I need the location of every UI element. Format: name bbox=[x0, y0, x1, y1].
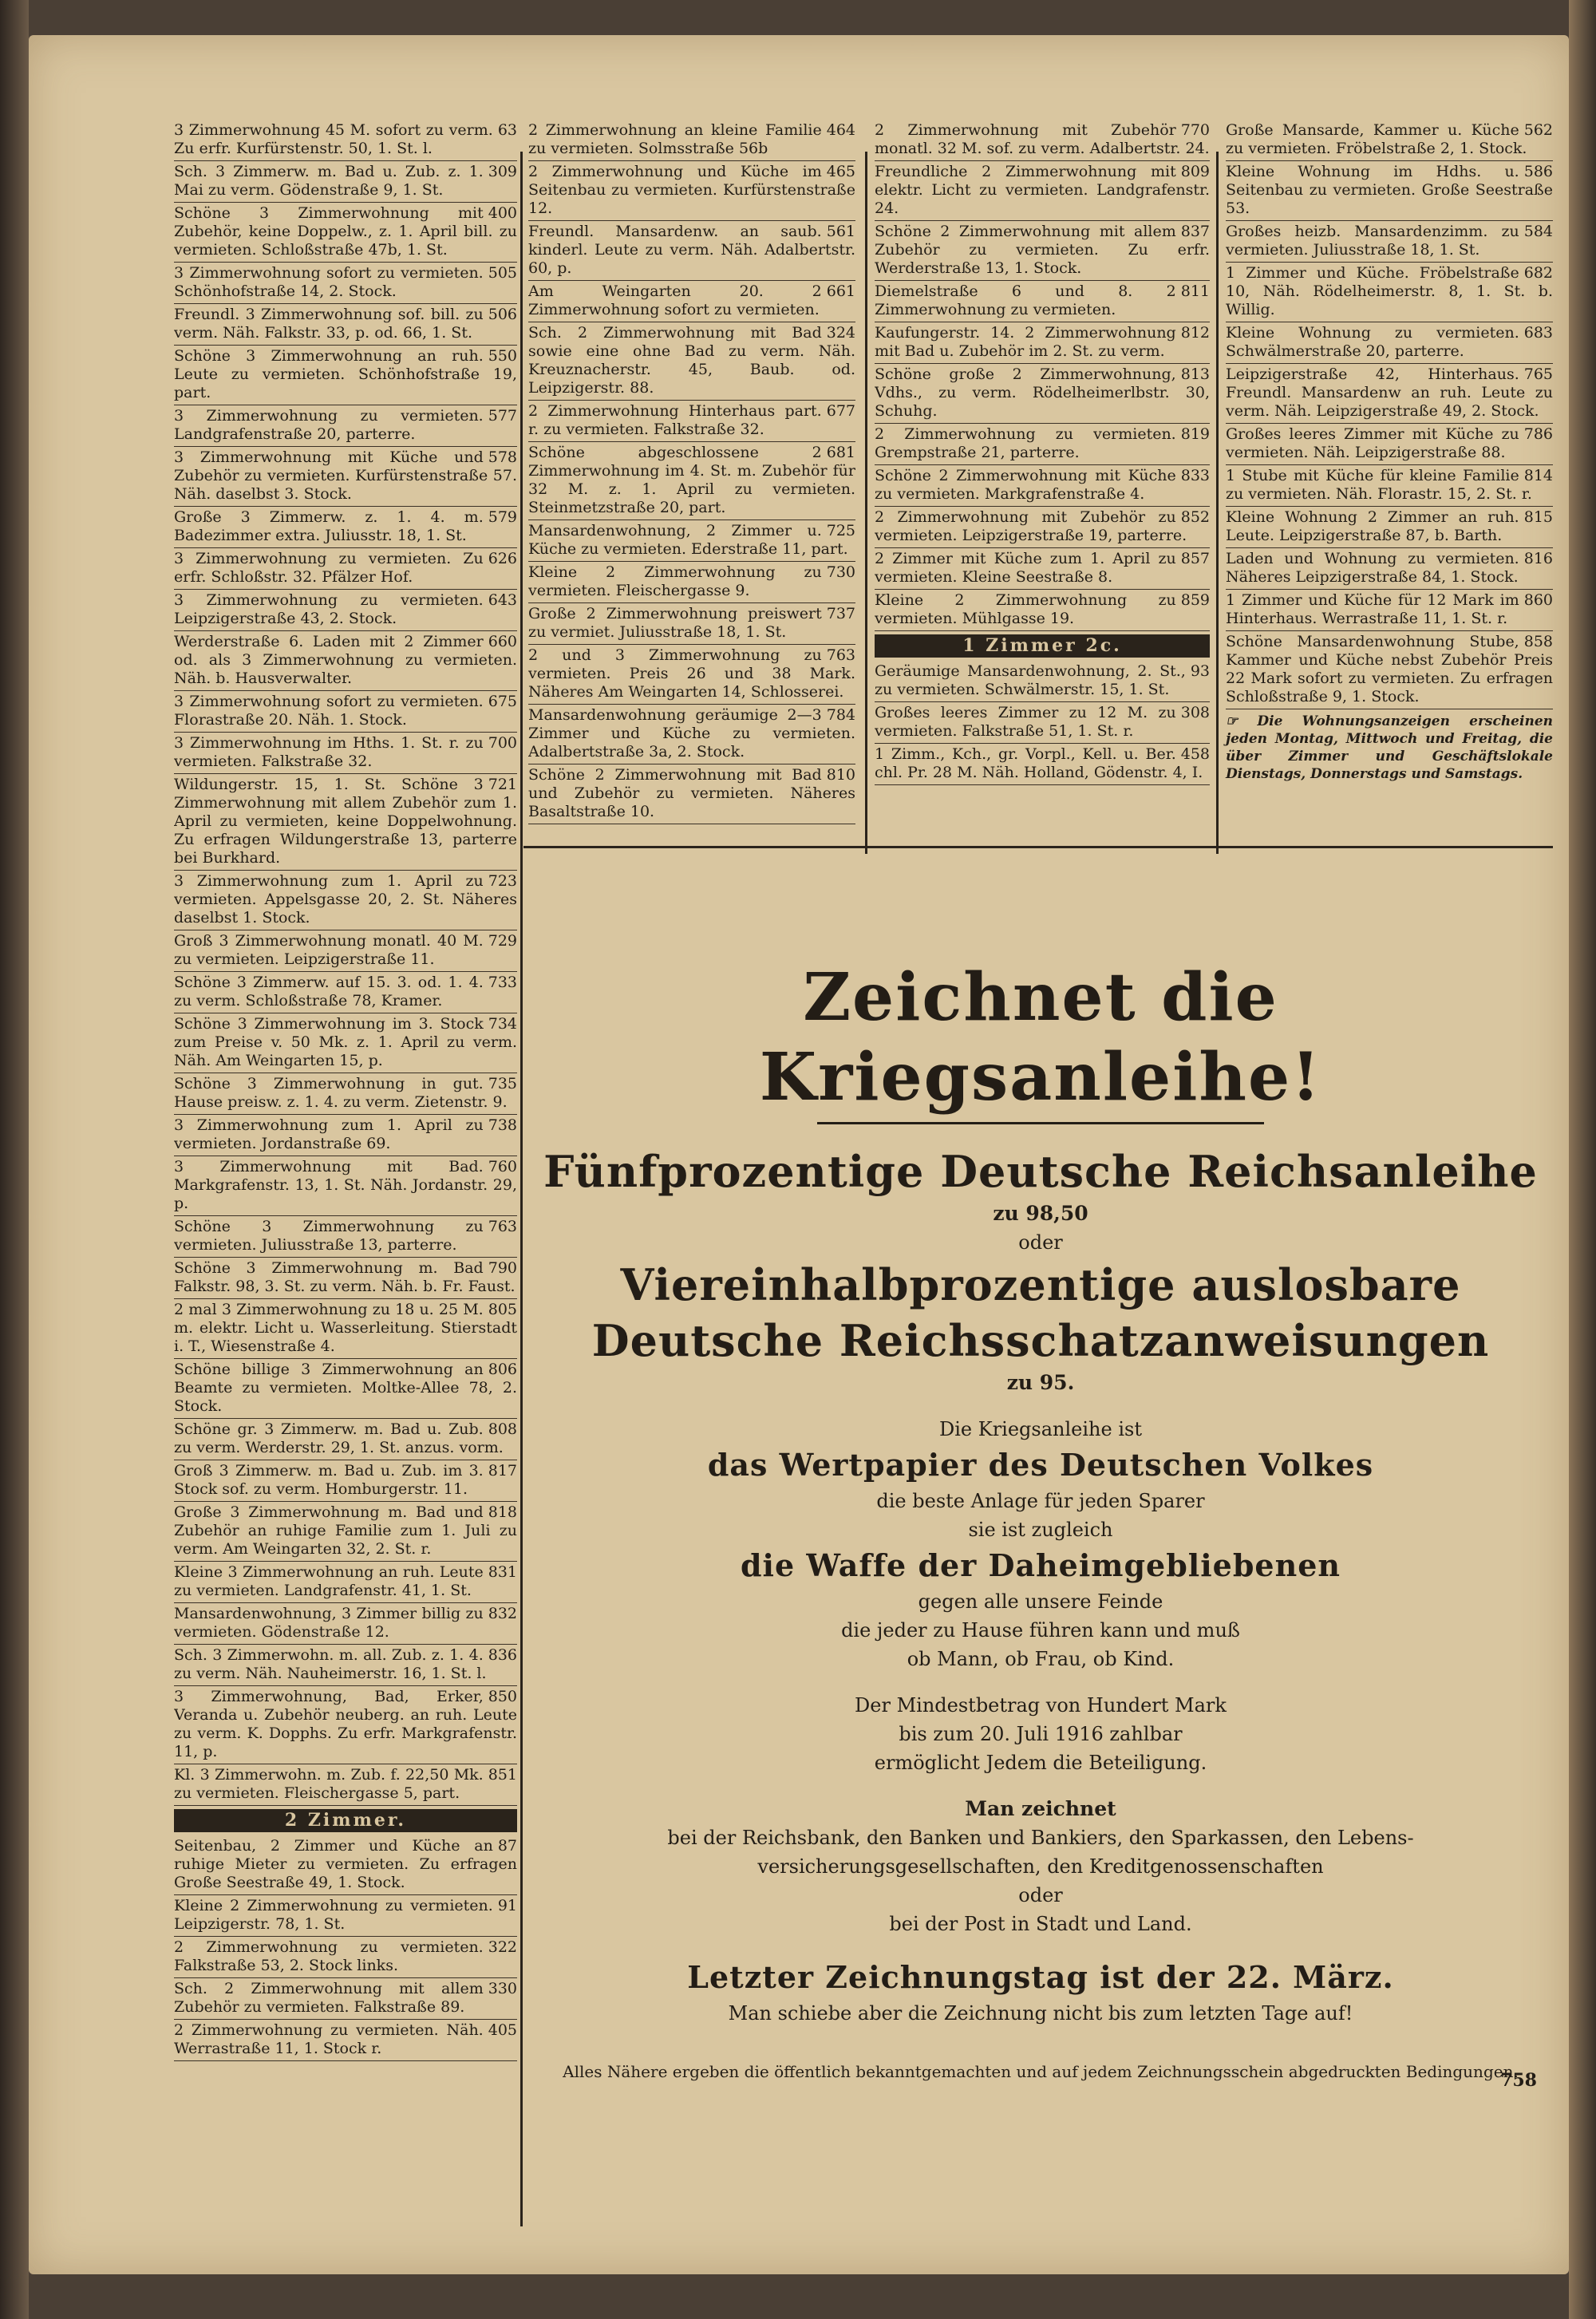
ad-number: 818 bbox=[488, 1503, 517, 1521]
war-z4: oder bbox=[1018, 1884, 1063, 1906]
classified-ad bbox=[174, 1562, 517, 1603]
ad-text: 3 Zimmerwohnung sofort zu vermieten. Schönhofstraße 14, 2. Stock. bbox=[174, 264, 484, 300]
ad-text: Freundl. Mansardenw. an saub. kinderl. Leute zu verm. Näh. Adalbertstr. 60, p. bbox=[528, 223, 855, 277]
ad-text: Geräumige Mansardenwohnung, 2. St., zu vermieten. Schwälmerstr. 15, 1. St. bbox=[875, 662, 1186, 698]
ad-text: Schöne 3 Zimmerwohnung zu vermieten. Juliusstraße 13, parterre. bbox=[174, 1218, 484, 1254]
ad-number: 677 bbox=[826, 402, 855, 420]
ad-number: 309 bbox=[488, 163, 517, 180]
ad-text: Kleine Wohnung im Hdhs. u. Seitenbau zu vermieten. Große Seestraße 53. bbox=[1226, 163, 1553, 217]
ad-number: 811 bbox=[1180, 282, 1210, 300]
ad-text: Schöne Mansardenwohnung Stube, Kammer und Küche nebst Zubehör Preis 22 Mark sofort zu vermieten. Zu erfragen Schloßstraße 9, 1. Stock. bbox=[1226, 633, 1553, 705]
ad-text: Schöne 3 Zimmerwohnung im 3. Stock zum Preise v. 50 Mk. z. 1. April zu verm. Näh. Am Weingarten 15, p. bbox=[174, 1015, 517, 1069]
war-z3: versicherungsgesellschaften, den Kreditgenossenschaften bbox=[757, 1855, 1324, 1878]
ad-text: 3 Zimmerwohnung zu vermieten. Zu erfr. Schloßstr. 32. Pfälzer Hof. bbox=[174, 550, 484, 586]
ad-number: 836 bbox=[488, 1646, 517, 1664]
classified-ad bbox=[528, 520, 855, 562]
classified-ad bbox=[174, 590, 517, 631]
ad-number: 816 bbox=[1523, 550, 1553, 567]
ad-text: Schöne 2 Zimmerwohnung mit Bad und Zubehör zu vermieten. Näheres Basaltstraße 10. bbox=[528, 766, 855, 820]
ad-text: Großes heizb. Mansardenzimm. zu vermieten. Juliusstraße 18, 1. St. bbox=[1226, 223, 1519, 259]
war-z1: Man zeichnet bbox=[965, 1797, 1116, 1820]
ad-number: 760 bbox=[488, 1158, 517, 1175]
ad-text: 3 Zimmerwohnung 45 M. sofort zu verm. Zu erfr. Kurfürstenstr. 50, 1. St. l. bbox=[174, 121, 493, 157]
war-p1: Die Kriegsanleihe ist bbox=[939, 1418, 1142, 1440]
classified-ad bbox=[174, 1895, 517, 1937]
ad-number: 322 bbox=[488, 1938, 517, 1956]
ad-number: 763 bbox=[826, 646, 855, 664]
ad-text: Kleine 2 Zimmerwohnung zu vermieten. Mühlgasse 19. bbox=[875, 591, 1176, 627]
ad-number: 858 bbox=[1523, 633, 1553, 650]
ad-text: Werderstraße 6. Laden mit 2 Zimmer od. als 3 Zimmerwohnung zu vermieten. Näh. b. Hausverwalter. bbox=[174, 633, 517, 687]
ad-text: 1 Zimmer und Küche. Fröbelstraße 10, Näh. Rödelheimerstr. 8, 1. St. b. Willig. bbox=[1226, 264, 1553, 318]
classified-ad bbox=[528, 705, 855, 764]
classified-ad bbox=[528, 645, 855, 705]
war-line2b: Deutsche Reichsschatzanweisungen bbox=[591, 1315, 1490, 1366]
ad-text: Schöne 2 Zimmerwohnung mit Küche zu vermieten. Markgrafenstraße 4. bbox=[875, 467, 1176, 503]
ad-text: Schöne gr. 3 Zimmerw. m. Bad u. Zub. zu verm. Werderstr. 29, 1. St. anzus. vorm. bbox=[174, 1420, 504, 1456]
classified-ad bbox=[174, 1686, 517, 1764]
classified-ad bbox=[174, 972, 517, 1013]
ad-text: 3 Zimmerwohnung zum 1. April zu vermieten. Jordanstraße 69. bbox=[174, 1116, 484, 1152]
ad-number: 550 bbox=[488, 347, 517, 365]
classified-ad bbox=[528, 562, 855, 603]
classified-ad bbox=[528, 764, 855, 824]
ad-number: 725 bbox=[826, 522, 855, 539]
ad-number: 735 bbox=[488, 1075, 517, 1092]
classified-ad bbox=[875, 548, 1210, 590]
war-price1: zu 98,50 bbox=[993, 1202, 1088, 1225]
classified-ad bbox=[174, 1216, 517, 1258]
classified-ad bbox=[174, 548, 517, 590]
classified-ad bbox=[875, 221, 1210, 281]
ad-text: 2 Zimmerwohnung an kleine Familie zu vermieten. Solmsstraße 56b bbox=[528, 121, 822, 157]
ad-text: Schöne 3 Zimmerw. auf 15. 3. od. 1. 4. zu verm. Schloßstraße 78, Kramer. bbox=[174, 974, 484, 1009]
classified-ad bbox=[528, 322, 855, 401]
war-p8: ob Mann, ob Frau, ob Kind. bbox=[907, 1648, 1175, 1670]
classified-ad bbox=[528, 603, 855, 645]
classified-ad bbox=[174, 1603, 517, 1645]
war-m2: bis zum 20. Juli 1916 zahlbar bbox=[899, 1723, 1183, 1745]
ad-text: 3 Zimmerwohnung mit Bad. Markgrafenstr. 13, 1. St. Näh. Jordanstr. 29, p. bbox=[174, 1158, 517, 1212]
ad-number: 763 bbox=[488, 1218, 517, 1235]
ad-number: 63 bbox=[497, 121, 517, 139]
classified-ad bbox=[875, 364, 1210, 424]
war-p4: sie ist zugleich bbox=[968, 1519, 1113, 1541]
ad-number: 505 bbox=[488, 264, 517, 282]
classified-ad bbox=[1226, 322, 1553, 364]
ad-number: 660 bbox=[488, 633, 517, 650]
classified-ad bbox=[1226, 590, 1553, 631]
ad-number: 578 bbox=[488, 448, 517, 466]
ad-number: 643 bbox=[488, 591, 517, 609]
ad-text: Groß 3 Zimmerw. m. Bad u. Zub. im 3. Stock sof. zu verm. Homburgerstr. 11. bbox=[174, 1462, 484, 1498]
classified-ad bbox=[174, 871, 517, 930]
ad-number: 790 bbox=[488, 1259, 517, 1277]
classified-ad bbox=[174, 631, 517, 691]
ad-number: 810 bbox=[826, 766, 855, 784]
section-rule bbox=[523, 846, 1553, 848]
ad-text: Große Mansarde, Kammer u. Küche zu vermieten. Fröbelstraße 2, 1. Stock. bbox=[1226, 121, 1527, 157]
ad-text: 2 Zimmerwohnung zu vermieten. Grempstraße 21, parterre. bbox=[875, 425, 1176, 461]
ad-number: 561 bbox=[826, 223, 855, 240]
ad-number: 626 bbox=[488, 550, 517, 567]
ad-text: 2 Zimmerwohnung und Küche im Seitenbau zu vermieten. Kurfürstenstraße 12. bbox=[528, 163, 855, 217]
ad-number: 831 bbox=[488, 1563, 517, 1581]
ad-number: 857 bbox=[1180, 550, 1210, 567]
war-line2a: Viereinhalbprozentige auslosbare bbox=[620, 1259, 1461, 1310]
column-3 bbox=[875, 120, 1210, 785]
column-4 bbox=[1226, 120, 1553, 786]
classified-ad bbox=[528, 120, 855, 161]
classified-ad bbox=[174, 1645, 517, 1686]
ad-text: Groß 3 Zimmerwohnung monatl. 40 M. zu vermieten. Leipzigerstraße 11. bbox=[174, 932, 484, 968]
ad-text: Schöne 3 Zimmerwohnung an ruh. Leute zu vermieten. Schönhofstraße 19, part. bbox=[174, 347, 517, 401]
ad-number: 784 bbox=[826, 706, 855, 724]
classified-ad bbox=[174, 1502, 517, 1562]
ad-text: Freundl. 3 Zimmerwohnung sof. bill. zu verm. Näh. Falkstr. 33, p. od. 66, 1. St. bbox=[174, 306, 484, 342]
classified-ad bbox=[875, 281, 1210, 322]
ad-text: Freundliche 2 Zimmerwohnung mit elektr. Licht zu vermieten. Landgrafenstr. 24. bbox=[875, 163, 1210, 217]
ad-text: Schöne 2 Zimmerwohnung mit allem Zubehör zu vermieten. Zu erfr. Werderstraße 13, 1. Stock. bbox=[875, 223, 1210, 277]
ad-number: 851 bbox=[488, 1766, 517, 1784]
classified-ad bbox=[174, 346, 517, 405]
ad-text: Am Weingarten 20. 2 Zimmerwohnung sofort zu vermieten. bbox=[528, 282, 822, 318]
classified-ad bbox=[174, 1156, 517, 1216]
ad-number: 809 bbox=[1180, 163, 1210, 180]
ad-text: 3 Zimmerwohnung zu vermieten. Landgrafenstraße 20, parterre. bbox=[174, 407, 484, 443]
ad-number: 833 bbox=[1180, 467, 1210, 484]
ad-text: Kleine Wohnung 2 Zimmer an ruh. Leute. Leipzigerstraße 87, b. Barth. bbox=[1226, 508, 1519, 544]
ad-number: 721 bbox=[488, 776, 517, 793]
ad-number: 91 bbox=[497, 1897, 517, 1914]
ad-number: 400 bbox=[488, 204, 517, 222]
kriegsanleihe-advertisement bbox=[528, 862, 1553, 2123]
ad-number: 465 bbox=[826, 163, 855, 180]
classified-ad bbox=[528, 281, 855, 322]
war-p3: die beste Anlage für jeden Sparer bbox=[876, 1490, 1205, 1512]
section-header: 2 Zimmer. bbox=[174, 1809, 517, 1832]
ad-text: Mansardenwohnung geräumige 2—3 Zimmer und Küche zu vermieten. Adalbertstraße 3a, 2. Stock. bbox=[528, 706, 855, 760]
classified-ad bbox=[174, 447, 517, 507]
ad-text: Schöne 3 Zimmerwohnung m. Bad Falkstr. 98, 3. St. zu verm. Näh. b. Fr. Faust. bbox=[174, 1259, 516, 1295]
classified-ad bbox=[1226, 631, 1553, 709]
ad-text: Kleine 2 Zimmerwohnung zu vermieten. Leipzigerstr. 78, 1. St. bbox=[174, 1897, 493, 1933]
classified-ad bbox=[174, 1073, 517, 1115]
ad-number: 733 bbox=[488, 974, 517, 991]
ad-text: 1 Stube mit Küche für kleine Familie zu vermieten. Näh. Florastr. 15, 2. St. r. bbox=[1226, 467, 1532, 503]
ad-text: Sch. 2 Zimmerwohnung mit allem Zubehör zu vermieten. Falkstraße 89. bbox=[174, 1980, 484, 2016]
war-title: Zeichnet die Kriegsanleihe! bbox=[759, 959, 1322, 1116]
ad-text: 2 Zimmerwohnung zu vermieten. Falkstraße 53, 2. Stock links. bbox=[174, 1938, 484, 1974]
classified-ad bbox=[875, 507, 1210, 548]
classified-ad bbox=[1226, 424, 1553, 465]
ad-number: 850 bbox=[488, 1688, 517, 1705]
war-m3: ermöglicht Jedem die Beteiligung. bbox=[874, 1752, 1207, 1774]
ad-number: 661 bbox=[826, 282, 855, 300]
classified-ad bbox=[875, 590, 1210, 631]
war-last-sub: Man schiebe aber die Zeichnung nicht bis zum letzten Tage auf! bbox=[728, 2002, 1353, 2025]
ad-text: Schöne 3 Zimmerwohnung mit Zubehör, keine Doppelw., z. 1. April bill. zu vermieten. Schloßstraße 47b, 1. St. bbox=[174, 204, 517, 259]
ad-number: 859 bbox=[1180, 591, 1210, 609]
ad-text: Sch. 2 Zimmerwohnung mit Bad sowie eine ohne Bad zu verm. Näh. Kreuznacherstr. 45, Baub. od. Leipzigerstr. 88. bbox=[528, 324, 855, 397]
ad-number: 815 bbox=[1523, 508, 1553, 526]
ad-number: 682 bbox=[1523, 264, 1553, 282]
ad-number: 805 bbox=[488, 1301, 517, 1318]
ad-text: Seitenbau, 2 Zimmer und Küche an ruhige Mieter zu vermieten. Zu erfragen Große Seestraße 49, 1. Stock. bbox=[174, 1837, 517, 1891]
war-p6: gegen alle unsere Feinde bbox=[918, 1590, 1163, 1613]
classified-ad bbox=[174, 930, 517, 972]
ad-number: 405 bbox=[488, 2021, 517, 2039]
ad-number: 683 bbox=[1523, 324, 1553, 342]
classified-ad bbox=[528, 401, 855, 442]
ad-text: Schöne billige 3 Zimmerwohnung an Beamte zu vermieten. Moltke-Allee 78, 2. Stock. bbox=[174, 1361, 517, 1415]
classified-ad bbox=[174, 161, 517, 203]
page-edge bbox=[1569, 0, 1596, 2319]
ad-number: 819 bbox=[1180, 425, 1210, 443]
war-p7: die jeder zu Hause führen kann und muß bbox=[841, 1619, 1240, 1641]
ad-text: Kaufungerstr. 14. 2 Zimmerwohnung mit Bad u. Zubehör im 2. St. zu verm. bbox=[875, 324, 1176, 360]
ad-text: Diemelstraße 6 und 8. 2 Zimmerwohnung zu vermieten. bbox=[875, 282, 1176, 318]
war-line1: Fünfprozentige Deutsche Reichsanleihe bbox=[543, 1146, 1538, 1197]
ad-text: 2 mal 3 Zimmerwohnung zu 18 u. 25 M. m. elektr. Licht u. Wasserleitung. Stierstadt i. T., Wiesenstraße 4. bbox=[174, 1301, 517, 1355]
ad-text: Mansardenwohnung, 2 Zimmer u. Küche zu vermieten. Ederstraße 11, part. bbox=[528, 522, 848, 558]
ad-text: 2 Zimmerwohnung zu vermieten. Näh. Werrastraße 11, 1. Stock r. bbox=[174, 2021, 484, 2057]
classified-ad bbox=[875, 465, 1210, 507]
classified-ad bbox=[174, 1299, 517, 1359]
classified-ad bbox=[174, 1460, 517, 1502]
classified-ad bbox=[528, 161, 855, 221]
ad-number: 806 bbox=[488, 1361, 517, 1378]
classified-ad bbox=[1226, 364, 1553, 424]
ad-number: 814 bbox=[1523, 467, 1553, 484]
ad-text: Großes leeres Zimmer zu 12 M. zu vermieten. Falkstraße 51, 1. St. r. bbox=[875, 704, 1176, 740]
ad-number: 562 bbox=[1523, 121, 1553, 139]
classified-ad bbox=[174, 1978, 517, 2020]
ad-text: 2 Zimmerwohnung Hinterhaus part. r. zu vermieten. Falkstraße 32. bbox=[528, 402, 822, 438]
classified-ad bbox=[1226, 263, 1553, 322]
classified-ad bbox=[174, 1359, 517, 1419]
war-price2: zu 95. bbox=[1006, 1371, 1075, 1394]
classified-ad bbox=[1226, 120, 1553, 161]
ad-number: 87 bbox=[497, 1837, 517, 1855]
ad-number: 808 bbox=[488, 1420, 517, 1438]
war-last: Letzter Zeichnungstag ist der 22. März. bbox=[687, 1959, 1394, 1995]
ad-text: Kleine 3 Zimmerwohnung an ruh. Leute zu vermieten. Landgrafenstr. 41, 1. St. bbox=[174, 1563, 484, 1599]
classified-ad bbox=[174, 691, 517, 733]
ad-text: 3 Zimmerwohnung zum 1. April zu vermieten. Appelsgasse 20, 2. St. Näheres daselbst 1. Stock. bbox=[174, 872, 517, 926]
ad-text: 1 Zimm., Kch., gr. Vorpl., Kell. u. Ber. chl. Pr. 28 M. Näh. Holland, Gödenstr. 4, I. bbox=[875, 745, 1203, 781]
ad-number: 786 bbox=[1523, 425, 1553, 443]
classified-ad bbox=[174, 1764, 517, 1806]
ad-text: Schöne 3 Zimmerwohnung in gut. Hause preisw. z. 1. 4. zu verm. Zietenstr. 9. bbox=[174, 1075, 508, 1111]
ad-text: Große 3 Zimmerwohnung m. Bad und Zubehör an ruhige Familie zum 1. Juli zu verm. Am Weingarten 32, 2. St. r. bbox=[174, 1503, 517, 1558]
ad-text: 2 und 3 Zimmerwohnung zu vermieten. Preis 26 und 38 Mark. Näheres Am Weingarten 14, Schlosserei. bbox=[528, 646, 855, 701]
column-rule bbox=[520, 152, 523, 2226]
classified-ad bbox=[1226, 507, 1553, 548]
war-p5: die Waffe der Daheimgebliebenen bbox=[740, 1547, 1341, 1583]
ad-text: Kleine 2 Zimmerwohnung zu vermieten. Fleischergasse 9. bbox=[528, 563, 822, 599]
war-or1: oder bbox=[1018, 1231, 1063, 1254]
classified-ad bbox=[174, 774, 517, 871]
ad-text: 1 Zimmer und Küche für 12 Mark im Hinterhaus. Werrastraße 11, 1. St. r. bbox=[1226, 591, 1519, 627]
ad-text: Mansardenwohnung, 3 Zimmer billig zu vermieten. Gödenstraße 12. bbox=[174, 1605, 484, 1641]
ad-text: Leipzigerstraße 42, Hinterhaus. Freundl. Mansardenw an ruh. Leute zu verm. Näh. Leipzigerstraße 49, 2. Stock. bbox=[1226, 365, 1553, 420]
classified-ad bbox=[875, 744, 1210, 785]
classified-ad bbox=[174, 1835, 517, 1895]
ad-number: 579 bbox=[488, 508, 517, 526]
ad-number: 837 bbox=[1180, 223, 1210, 240]
ad-number: 730 bbox=[826, 563, 855, 581]
title-underline bbox=[817, 1122, 1264, 1124]
classified-ad bbox=[174, 507, 517, 548]
ad-number: 817 bbox=[488, 1462, 517, 1479]
classified-ad bbox=[1226, 161, 1553, 221]
ad-text: Große 3 Zimmerw. z. 1. 4. m. Badezimmer extra. Juliusstr. 18, 1. St. bbox=[174, 508, 484, 544]
ad-text: Sch. 3 Zimmerw. m. Bad u. Zub. z. 1. Mai zu verm. Gödenstraße 9, 1. St. bbox=[174, 163, 484, 199]
classified-ad bbox=[528, 221, 855, 281]
war-z5: bei der Post in Stadt und Land. bbox=[889, 1913, 1192, 1935]
classified-ad bbox=[174, 2020, 517, 2061]
ad-number: 737 bbox=[826, 605, 855, 622]
classified-ad bbox=[174, 1115, 517, 1156]
classified-ad bbox=[174, 1258, 517, 1299]
ad-number: 812 bbox=[1180, 324, 1210, 342]
classified-ad bbox=[875, 120, 1210, 161]
ad-number: 729 bbox=[488, 932, 517, 950]
classified-ad bbox=[174, 1937, 517, 1978]
ad-number: 458 bbox=[1180, 745, 1210, 763]
ad-number: 738 bbox=[488, 1116, 517, 1134]
classified-ad bbox=[174, 263, 517, 304]
classified-ad bbox=[528, 442, 855, 520]
ad-number: 464 bbox=[826, 121, 855, 139]
ad-text: Kleine Wohnung zu vermieten. Schwälmerstraße 20, parterre. bbox=[1226, 324, 1519, 360]
classified-ad bbox=[174, 120, 517, 161]
ad-number: 832 bbox=[488, 1605, 517, 1622]
ad-number: 723 bbox=[488, 872, 517, 890]
ad-text: Schöne große 2 Zimmerwohnung, Vdhs., zu verm. Rödelheimerlbstr. 30, Schuhg. bbox=[875, 365, 1210, 420]
column-1 bbox=[174, 120, 517, 2061]
ad-number: 577 bbox=[488, 407, 517, 425]
classified-ad bbox=[875, 322, 1210, 364]
classified-ad bbox=[875, 161, 1210, 221]
ad-number: 586 bbox=[1523, 163, 1553, 180]
column-rule bbox=[1216, 152, 1219, 854]
classified-ad bbox=[174, 1419, 517, 1460]
ad-number: 758 bbox=[1500, 2070, 1537, 2091]
classified-ad bbox=[875, 424, 1210, 465]
classified-ad bbox=[875, 702, 1210, 744]
ad-text: Große 2 Zimmerwohnung preiswert zu vermiet. Juliusstraße 18, 1. St. bbox=[528, 605, 822, 641]
classified-ad bbox=[1226, 465, 1553, 507]
classified-ad bbox=[174, 733, 517, 774]
ad-number: 700 bbox=[488, 734, 517, 752]
classified-ad bbox=[875, 661, 1210, 702]
classified-ad bbox=[174, 304, 517, 346]
ad-text: Schöne abgeschlossene 2 Zimmerwohnung im 4. St. m. Zubehör für 32 M. z. 1. April zu vermieten. Steinmetzstraße 20, part. bbox=[528, 444, 855, 516]
ad-number: 770 bbox=[1180, 121, 1210, 139]
publication-notice: ☞ Die Wohnungsanzeigen erscheinen jeden Montag, Mittwoch und Freitag, die über Zimmer und Geschäftslokale Dienstags, Donnerstags und Samstags. bbox=[1226, 713, 1553, 782]
classified-ad bbox=[174, 405, 517, 447]
ad-number: 852 bbox=[1180, 508, 1210, 526]
war-m1: Der Mindestbetrag von Hundert Mark bbox=[855, 1694, 1227, 1717]
ad-number: 506 bbox=[488, 306, 517, 323]
ad-number: 734 bbox=[488, 1015, 517, 1033]
ad-number: 860 bbox=[1523, 591, 1553, 609]
war-z2: bei der Reichsbank, den Banken und Bankiers, den Sparkassen, den Lebens- bbox=[667, 1827, 1414, 1849]
ad-text: 2 Zimmer mit Küche zum 1. April zu vermieten. Kleine Seestraße 8. bbox=[875, 550, 1176, 586]
ad-text: Großes leeres Zimmer mit Küche zu vermieten. Näh. Leipzigerstraße 88. bbox=[1226, 425, 1519, 461]
ad-text: 3 Zimmerwohnung zu vermieten. Leipzigerstraße 43, 2. Stock. bbox=[174, 591, 484, 627]
ad-number: 681 bbox=[826, 444, 855, 461]
ad-number: 324 bbox=[826, 324, 855, 342]
ad-text: 2 Zimmerwohnung mit Zubehör monatl. 32 M. sof. zu verm. Adalbertstr. 24. bbox=[875, 121, 1210, 157]
ad-text: Wildungerstr. 15, 1. St. Schöne 3 Zimmerwohnung mit allem Zubehör zum 1. April zu vermieten, keine Doppelwohnung. Zu erfragen Wildungerstraße 13, parterre bei Burkhard. bbox=[174, 776, 517, 867]
ad-text: Kl. 3 Zimmerwohn. m. Zub. f. 22,50 Mk. zu vermieten. Fleischergasse 5, part. bbox=[174, 1766, 484, 1802]
ad-number: 765 bbox=[1523, 365, 1553, 383]
ad-text: 2 Zimmerwohnung mit Zubehör zu vermieten. Leipzigerstraße 19, parterre. bbox=[875, 508, 1187, 544]
ad-number: 675 bbox=[488, 693, 517, 710]
war-p2: das Wertpapier des Deutschen Volkes bbox=[707, 1447, 1374, 1483]
war-footnote: Alles Nähere ergeben die öffentlich bekanntgemachten und auf jedem Zeichnungsschein abgedruckten Bedingungen. bbox=[563, 2062, 1519, 2081]
ad-number: 308 bbox=[1180, 704, 1210, 721]
ad-number: 93 bbox=[1190, 662, 1210, 680]
classified-ad bbox=[174, 1013, 517, 1073]
column-2 bbox=[528, 120, 855, 824]
book-binding bbox=[0, 0, 29, 2319]
section-header: 1 Zimmer 2c. bbox=[875, 634, 1210, 658]
ad-text: Laden und Wohnung zu vermieten. Näheres Leipzigerstraße 84, 1. Stock. bbox=[1226, 550, 1519, 586]
classified-ad bbox=[1226, 221, 1553, 263]
classified-ad bbox=[1226, 548, 1553, 590]
column-rule bbox=[865, 152, 867, 854]
ad-text: 3 Zimmerwohnung sofort zu vermieten. Florastraße 20. Näh. 1. Stock. bbox=[174, 693, 484, 729]
ad-number: 813 bbox=[1180, 365, 1210, 383]
ad-text: 3 Zimmerwohnung mit Küche und Zubehör zu vermieten. Kurfürstenstraße 57. Näh. daselbst 3. Stock. bbox=[174, 448, 517, 503]
ad-text: Sch. 3 Zimmerwohn. m. all. Zub. z. 1. 4. zu verm. Näh. Nauheimerstr. 16, 1. St. l. bbox=[174, 1646, 487, 1682]
ad-number: 330 bbox=[488, 1980, 517, 1997]
ad-text: 3 Zimmerwohnung im Hths. 1. St. r. zu vermieten. Falkstraße 32. bbox=[174, 734, 484, 770]
ad-text: 3 Zimmerwohnung, Bad, Erker, Veranda u. Zubehör neuberg. an ruh. Leute zu verm. K. Dopphs. Zu erfr. Markgrafenstr. 11, p. bbox=[174, 1688, 517, 1760]
classified-ad bbox=[174, 203, 517, 263]
ad-number: 584 bbox=[1523, 223, 1553, 240]
